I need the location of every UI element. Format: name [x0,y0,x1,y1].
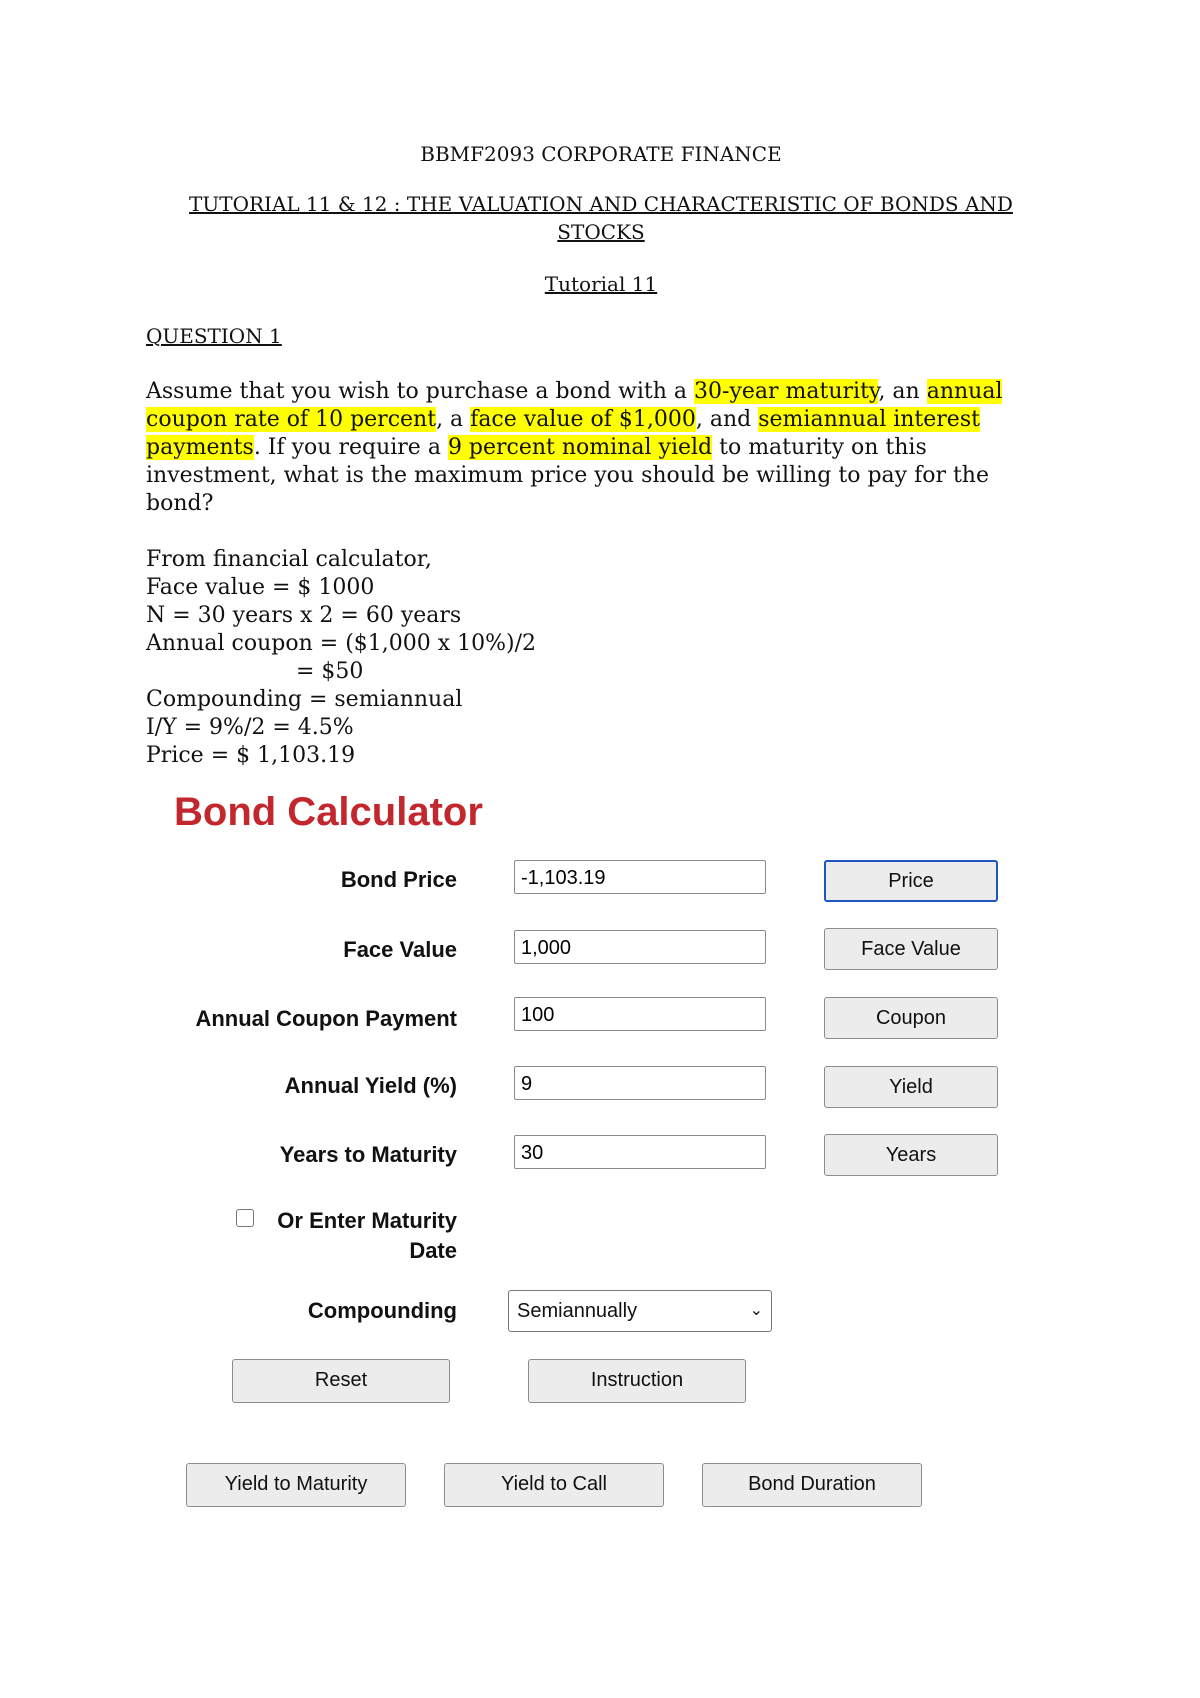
calculator-title: Bond Calculator [174,790,483,834]
maturity-date-label-line-2: Date [409,1238,457,1263]
question-text-part: , a [436,407,471,432]
highlight-nominal-yield: 9 percent nominal yield [447,435,713,460]
yield-to-maturity-button[interactable]: Yield to Maturity [186,1463,406,1507]
chevron-down-icon: ⌄ [749,1302,763,1319]
solution-line: Price = $ 1,103.19 [146,743,356,768]
bond-price-input[interactable]: -1,103.19 [514,860,766,894]
compounding-select[interactable] [508,1290,772,1332]
tutorial-title-line-2: STOCKS [557,220,645,244]
highlight-maturity: 30-year maturity [694,379,879,404]
solution-line: Face value = $ 1000 [146,575,375,600]
instruction-button[interactable]: Instruction [528,1359,746,1403]
face-value-label: Face Value [343,937,457,962]
question-text-part: . If you require a [253,435,448,460]
tutorial-title-line-1: TUTORIAL 11 & 12 : THE VALUATION AND CHARACTERISTIC OF BONDS AND [189,192,1013,216]
years-button[interactable]: Years [824,1134,998,1176]
compounding-label: Compounding [307,1298,457,1323]
question-text-part: Assume that you wish to purchase a bond with a [146,379,695,404]
annual-yield-input[interactable]: 9 [514,1066,766,1100]
question-label: QUESTION 1 [146,324,282,348]
solution-line: = $50 [296,659,364,684]
annual-coupon-label: Annual Coupon Payment [195,1006,457,1031]
highlight-coupon-rate: annual coupon rate of 10 percent [146,379,1003,432]
compounding-value: Semiannually [517,1300,638,1322]
question-text-part: , an [878,379,927,404]
yield-to-call-button[interactable]: Yield to Call [444,1463,664,1507]
highlight-face-value: face value of $1,000 [470,407,696,432]
annual-yield-label: Annual Yield (%) [284,1073,457,1098]
years-to-maturity-input[interactable]: 30 [514,1135,766,1169]
tutorial-label: Tutorial 11 [544,272,658,296]
reset-button[interactable]: Reset [232,1359,450,1403]
face-value-button[interactable]: Face Value [824,928,998,970]
question-text-part: , and [695,407,759,432]
bond-price-label: Bond Price [340,867,457,892]
years-to-maturity-label: Years to Maturity [279,1142,457,1167]
face-value-input[interactable]: 1,000 [514,930,766,964]
solution-line: N = 30 years x 2 = 60 years [146,603,462,628]
price-button[interactable]: Price [824,860,998,902]
bond-duration-button[interactable]: Bond Duration [702,1463,922,1507]
highlight-semiannual: semiannual interest payments [146,407,980,460]
solution-line: I/Y = 9%/2 = 4.5% [146,715,354,740]
annual-coupon-input[interactable]: 100 [514,997,766,1031]
question-text-part: to maturity on this investment, what is the maximum price you should be willing to pay for the bond? [146,435,989,516]
solution-line: From financial calculator, [146,547,432,572]
solution-line: Annual coupon = ($1,000 x 10%)/2 [146,631,537,656]
yield-button[interactable]: Yield [824,1066,998,1108]
calculator-rows [170,0,1050,1698]
course-title: BBMF2093 CORPORATE FINANCE [420,142,782,166]
solution-line: Compounding = semiannual [146,687,463,712]
maturity-date-label-line-1: Or Enter Maturity [277,1208,457,1233]
coupon-button[interactable]: Coupon [824,997,998,1039]
